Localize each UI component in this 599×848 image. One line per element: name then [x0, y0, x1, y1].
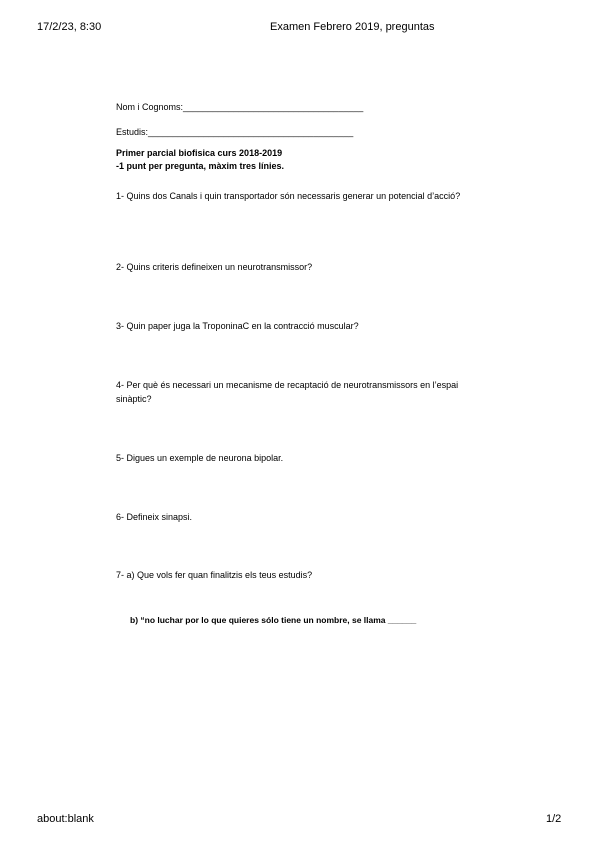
- print-footer-page-number: 1/2: [546, 813, 562, 825]
- print-header-title: Examen Febrero 2019, preguntas: [270, 21, 435, 33]
- print-header-datetime: 17/2/23, 8:30: [37, 21, 102, 33]
- question-5: 5- Digues un exemple de neurona bipolar.: [116, 453, 284, 463]
- name-field: Nom i Cognoms:____________________________________: [116, 102, 364, 112]
- question-6: 6- Defineix sinapsi.: [116, 512, 193, 522]
- question-7: 7- a) Que vols fer quan finalitzis els teus estudis?: [116, 570, 313, 580]
- exam-instructions: -1 punt per pregunta, màxim tres línies.: [116, 161, 285, 171]
- print-footer-url: about:blank: [37, 813, 94, 825]
- question-7b: b) “no luchar por lo que quieres sólo tiene un nombre, se llama ______: [130, 615, 417, 625]
- studies-field: Estudis:_________________________________________: [116, 127, 354, 137]
- exam-heading: Primer parcial biofisica curs 2018-2019: [116, 148, 283, 158]
- exam-body: [116, 101, 491, 173]
- question-1: 1- Quins dos Canals i quin transportador són necessaris generar un potencial d’acció?: [116, 191, 461, 201]
- question-4: 4- Per què és necessari un mecanisme de recaptació de neurotransmissors en l’espai sinàptic?: [116, 380, 459, 404]
- question-3: 3- Quin paper juga la TroponinaC en la contracció muscular?: [116, 321, 359, 331]
- question-2: 2- Quins criteris defineixen un neurotransmissor?: [116, 262, 313, 272]
